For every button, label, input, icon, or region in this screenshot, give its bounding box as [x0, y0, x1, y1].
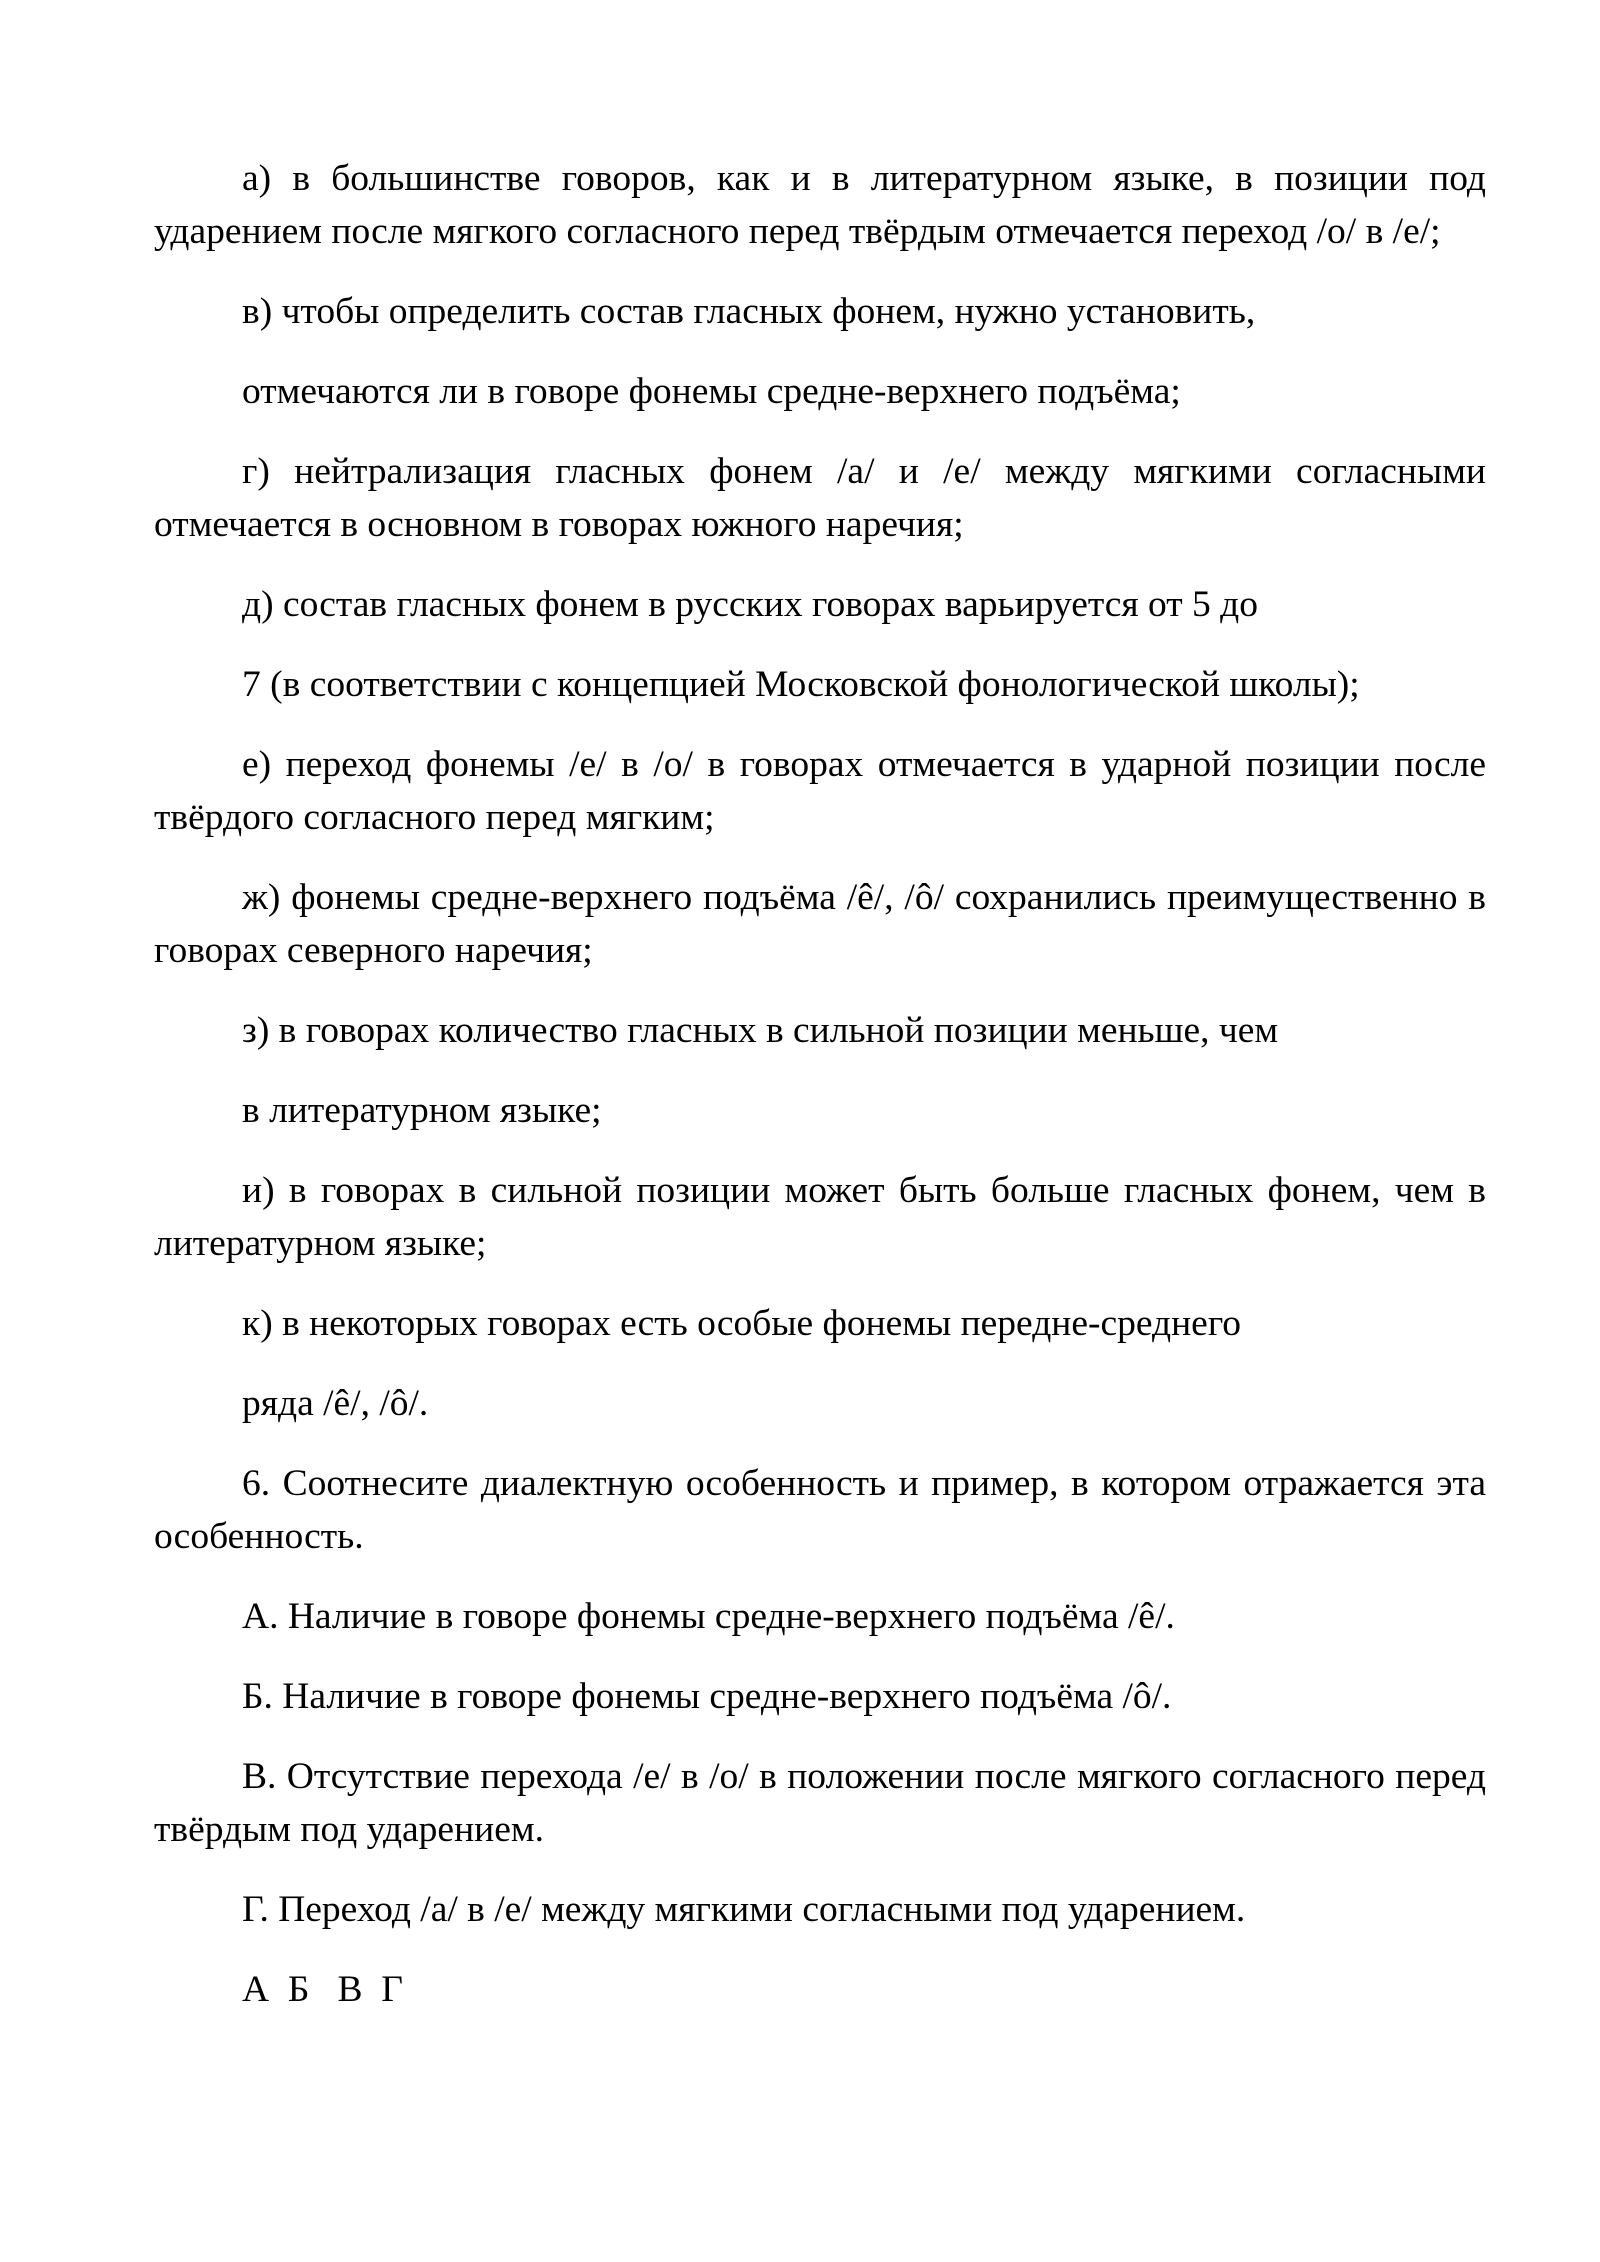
document-page	[154, 152, 1486, 2016]
task-6-prompt: 6. Соотнесите диалектную особенность и пример, в котором отражается эта особенность.	[154, 1463, 1486, 1557]
paragraph-e: е) переход фонемы /е/ в /о/ в говорах отмечается в ударной позиции после твёрдого согласного перед мягким;	[154, 744, 1486, 838]
paragraph-a: а) в большинстве говоров, как и в литературном языке, в позиции под ударением после мягкого согласного перед твёрдым отмечается переход /о/ в /е/;	[154, 158, 1486, 252]
option-g: Г. Переход /а/ в /е/ между мягкими согласными под ударением.	[242, 1889, 1246, 1930]
answer-letters-row: А Б В Г	[242, 1969, 403, 2010]
paragraph-zh: ж) фонемы средне-верхнего подъёма /ê/, /ô/ сохранились преимущественно в говорах северного наречия;	[154, 877, 1486, 971]
paragraph-k-line2: ряда /ê/, /ô/.	[242, 1383, 429, 1424]
paragraph-d-line2: 7 (в соответствии с концепцией Московской фонологической школы);	[242, 664, 1360, 705]
paragraph-v-line2: отмечаются ли в говоре фонемы средне-верхнего подъёма;	[242, 371, 1181, 412]
paragraph-i: и) в говорах в сильной позиции может быть больше гласных фонем, чем в литературном языке;	[154, 1170, 1486, 1264]
paragraph-z-line1: з) в говорах количество гласных в сильной позиции меньше, чем	[242, 1010, 1279, 1051]
option-a: А. Наличие в говоре фонемы средне-верхнего подъёма /ê/.	[242, 1596, 1175, 1637]
option-b: Б. Наличие в говоре фонемы средне-верхнего подъёма /ô/.	[242, 1676, 1172, 1717]
paragraph-k-line1: к) в некоторых говорах есть особые фонемы передне-среднего	[242, 1303, 1242, 1344]
paragraph-d-line1: д) состав гласных фонем в русских говорах варьируется от 5 до	[242, 584, 1258, 625]
paragraph-g: г) нейтрализация гласных фонем /а/ и /е/ между мягкими согласными отмечается в основном в говорах южного наречия;	[154, 451, 1486, 545]
option-v: В. Отсутствие перехода /е/ в /о/ в положении после мягкого согласного перед твёрдым под ударением.	[154, 1756, 1486, 1850]
paragraph-v-line1: в) чтобы определить состав гласных фонем, нужно установить,	[242, 291, 1256, 332]
paragraph-z-line2: в литературном языке;	[242, 1090, 602, 1131]
